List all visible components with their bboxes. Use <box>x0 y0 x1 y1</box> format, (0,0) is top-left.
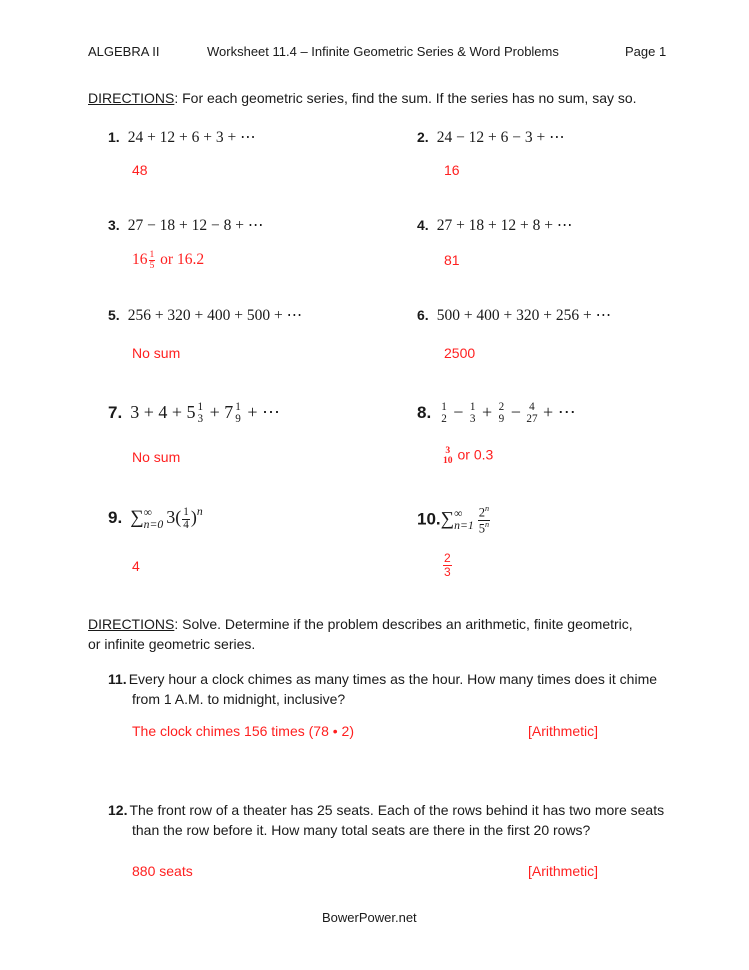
coefficient: 3( <box>166 507 182 528</box>
problem-1 <box>108 128 256 147</box>
problem-10 <box>417 505 491 536</box>
answer-11: The clock chimes 156 times (78 • 2) <box>132 723 354 739</box>
problem-7 <box>108 402 280 426</box>
problem-number: 11. <box>108 671 127 687</box>
answer-4: 81 <box>444 252 460 268</box>
answer-2: 16 <box>444 162 460 178</box>
problem-number: 5. <box>108 307 120 323</box>
answer-1: 48 <box>132 162 148 178</box>
directions-2 <box>88 614 648 654</box>
directions-1 <box>88 90 637 106</box>
problem-6 <box>417 306 611 325</box>
fraction: 1 2 <box>441 401 447 425</box>
problem-12 <box>108 800 692 840</box>
answer-whole: 16 <box>132 251 148 269</box>
problem-expression: 500 + 400 + 320 + 256 + ⋯ <box>436 307 612 324</box>
answer-decimal: or 16.2 <box>156 251 205 269</box>
page-number: Page 1 <box>625 44 667 59</box>
problem-expression: 27 + 18 + 12 + 8 + ⋯ <box>436 217 573 234</box>
answer-3 <box>132 250 204 271</box>
footer-site: BowerPower.net <box>322 910 417 925</box>
problem-number: 12. <box>108 802 128 818</box>
summation-bounds: ∞ n=1 <box>454 507 474 533</box>
fraction: 1 3 <box>197 401 204 425</box>
problem-3 <box>108 216 263 235</box>
expression-part: + 7 <box>205 402 234 422</box>
answer-fraction: $\frac{2}{3}$ <box>444 551 451 579</box>
problem-9 <box>108 505 203 531</box>
problem-number: 6. <box>417 307 429 323</box>
sigma-icon: ∑ <box>440 508 455 530</box>
course-label: ALGEBRA II <box>88 44 160 59</box>
fraction: 1 9 <box>235 401 241 425</box>
answer-fraction: $\frac{1}{5}$ <box>149 249 155 272</box>
problem-expression: 256 + 320 + 400 + 500 + ⋯ <box>127 307 303 324</box>
sigma-icon: ∑ <box>130 507 144 529</box>
problem-number: 9. <box>108 508 123 528</box>
directions-label: DIRECTIONS <box>88 90 175 106</box>
directions-text: : Solve. Determine if the problem describes an arithmetic, finite geometric, or infinite geometric series. <box>88 616 633 652</box>
answer-decimal: or 0.3 <box>453 446 494 463</box>
answer-10 <box>442 552 453 578</box>
expression-part: 3 + 4 + 5 <box>130 402 196 422</box>
problem-number: 10. <box>417 509 441 529</box>
problem-number: 7. <box>108 403 123 422</box>
summation-bounds: ∞ n=0 <box>143 505 164 532</box>
answer-8 <box>442 446 493 466</box>
answer-9: 4 <box>132 558 140 574</box>
problem-number: 2. <box>417 129 429 145</box>
problem-text: The front row of a theater has 25 seats. Each of the rows behind it has two more seats than the row before it. How many total seats are there in the first 20 rows? <box>129 802 665 838</box>
problem-2 <box>417 128 565 147</box>
fraction: $\frac{1}{4}$ <box>183 505 189 531</box>
problem-text: Every hour a clock chimes as many times as the hour. How many times does it chime from 1 A.M. to midnight, inclusive? <box>128 671 658 707</box>
worksheet-title: Worksheet 11.4 – Infinite Geometric Series & Word Problems <box>207 44 559 59</box>
answer-6: 2500 <box>444 345 476 361</box>
problem-number: 8. <box>417 403 432 422</box>
problem-8 <box>417 402 576 426</box>
problem-number: 1. <box>108 129 120 145</box>
answer-7: No sum <box>132 449 181 465</box>
paren: ) <box>190 507 197 528</box>
problem-expression: 27 − 18 + 12 − 8 + ⋯ <box>127 217 264 234</box>
exponent: n <box>196 505 203 518</box>
problem-expression: 24 − 12 + 6 − 3 + ⋯ <box>436 129 565 146</box>
answer-12: 880 seats <box>132 863 193 879</box>
problem-number: 3. <box>108 217 120 233</box>
fraction: 4 27 <box>526 401 538 425</box>
problem-5 <box>108 306 302 325</box>
operator: + ⋯ <box>538 402 576 422</box>
operator: + <box>477 402 497 422</box>
directions-label: DIRECTIONS <box>88 616 175 632</box>
fraction: 2 9 <box>498 401 505 425</box>
operator: − <box>506 402 526 422</box>
fraction: 1 3 <box>469 401 476 425</box>
operator: − <box>448 402 468 422</box>
problem-expression: 24 + 12 + 6 + 3 + ⋯ <box>127 129 256 146</box>
problem-4 <box>417 216 572 235</box>
expression-part: + ⋯ <box>242 402 280 422</box>
problem-11 <box>108 669 677 709</box>
answer-fraction: 3 10 <box>443 445 453 467</box>
directions-text: : For each geometric series, find the sum. If the series has no sum, say so. <box>174 90 637 106</box>
series-type-12: [Arithmetic] <box>528 863 599 879</box>
fraction: $\frac{2^n}{5^n}$ <box>478 504 490 536</box>
series-type-11: [Arithmetic] <box>528 723 599 739</box>
problem-number: 4. <box>417 217 429 233</box>
answer-5: No sum <box>132 345 181 361</box>
